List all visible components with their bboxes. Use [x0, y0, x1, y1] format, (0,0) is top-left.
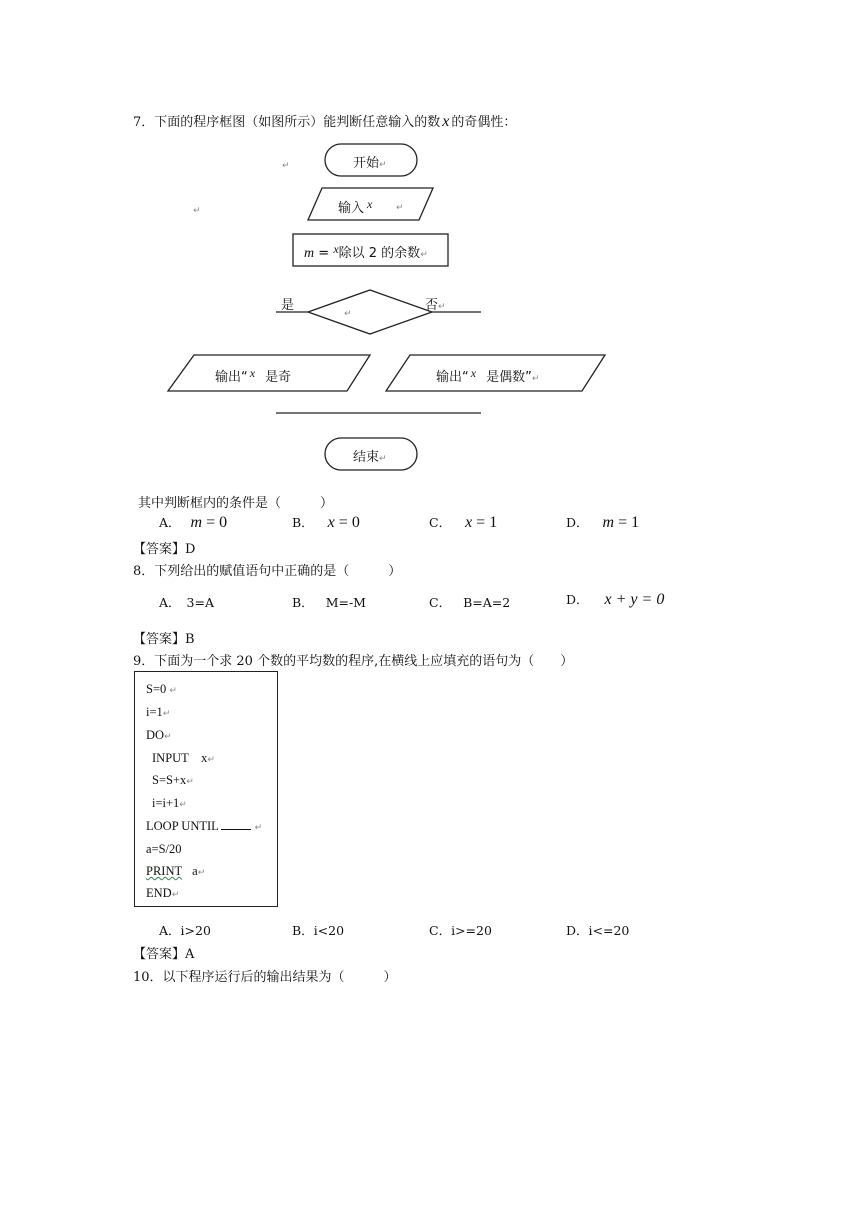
output-even-label: [436, 366, 539, 385]
code-text: LOOP UNTIL: [146, 819, 219, 833]
q8-stem: 8．下列给出的赋值语句中正确的是（ ）: [133, 564, 402, 579]
option-eq: =: [206, 514, 216, 531]
option-label: C．: [429, 595, 452, 610]
option-val: 1: [489, 514, 498, 531]
option-text: M=-M: [325, 595, 366, 610]
process-text: 除以 2 的余数: [338, 246, 421, 261]
option-var: m: [190, 514, 203, 531]
option-label: C．: [429, 923, 452, 938]
option-var: x: [465, 514, 473, 531]
q7-stem-text: 7．下面的程序框图（如图所示）能判断任意输入的数: [133, 115, 441, 130]
option-label: D．: [566, 515, 589, 530]
return-mark: ↵: [164, 732, 172, 742]
code-line: [146, 705, 170, 720]
option-text: i<=20: [588, 923, 630, 938]
option-label: D．: [566, 923, 589, 938]
program-code-box: [134, 671, 278, 907]
option-text: i>20: [180, 923, 211, 938]
output-odd-prefix: 输出“: [215, 370, 248, 385]
q7-stem-var: x: [442, 113, 450, 130]
return-mark: ↵: [396, 203, 404, 213]
option-label: A．: [159, 515, 181, 530]
return-mark: ↵: [207, 755, 215, 765]
q7-option-c[interactable]: [429, 513, 497, 532]
option-val: 0: [351, 514, 360, 531]
output-odd-text: 是奇: [265, 370, 292, 385]
return-mark: ↵: [197, 868, 206, 878]
answer-value: D: [185, 542, 196, 557]
return-mark: ↵: [169, 686, 177, 696]
answer-tag: 【答案】: [133, 632, 186, 647]
return-mark: ↵: [193, 206, 201, 216]
code-line: [146, 864, 205, 879]
code-line: [152, 773, 194, 788]
option-text: B=A=2: [463, 595, 511, 610]
q8-option-a[interactable]: [159, 593, 214, 611]
process-var-x: x: [333, 242, 339, 256]
decision-diamond: [308, 290, 432, 334]
answer-value: B: [185, 632, 195, 647]
output-odd-var: x: [249, 366, 256, 380]
option-eq: =: [476, 514, 486, 531]
code-text: i=1: [146, 705, 163, 719]
flowchart: [0, 0, 860, 480]
output-even-var: x: [470, 366, 477, 380]
input-text: 输入: [338, 201, 365, 216]
code-text: a=S/20: [146, 842, 182, 856]
q7-stem-end: 的奇偶性：: [451, 115, 517, 130]
option-var: m: [602, 514, 615, 531]
answer-tag: 【答案】: [133, 947, 186, 962]
option-var: x: [327, 514, 335, 531]
process-eq: =: [318, 246, 330, 261]
code-text: S=S+x: [152, 773, 187, 787]
q8-option-b[interactable]: [292, 593, 366, 611]
code-text: INPUT x: [152, 751, 208, 765]
q7-option-a[interactable]: [159, 513, 227, 532]
answer-value: A: [185, 947, 195, 962]
code-text: i=i+1: [152, 796, 180, 810]
output-even-text: 是偶数”: [486, 370, 532, 385]
q9-option-d[interactable]: [566, 921, 629, 939]
option-val: 1: [631, 514, 640, 531]
output-even-prefix: 输出“: [436, 370, 469, 385]
q9-option-c[interactable]: [429, 921, 492, 939]
q7-condition: 其中判断框内的条件是（ ）: [138, 496, 334, 511]
q10-stem: 10．以下程序运行后的输出结果为（ ）: [133, 970, 397, 985]
process-var-m: m: [304, 246, 315, 261]
q8-option-c[interactable]: [429, 593, 510, 611]
return-mark: ↵: [171, 890, 180, 900]
code-text: PRINT: [146, 864, 183, 878]
code-line: [146, 819, 262, 834]
option-label: B．: [292, 515, 314, 530]
option-label: A．: [159, 595, 181, 610]
q8-option-d[interactable]: [566, 590, 664, 609]
option-label: A．: [159, 923, 181, 938]
end-label: [353, 446, 387, 465]
code-line: [146, 728, 172, 743]
q8-answer: [133, 628, 195, 647]
option-label: B．: [292, 595, 314, 610]
return-mark: ↵: [254, 823, 263, 833]
code-text: a: [192, 864, 198, 878]
return-mark: ↵: [379, 160, 387, 170]
code-line: [152, 751, 215, 766]
return-mark: ↵: [379, 454, 387, 464]
option-eq: =: [338, 514, 348, 531]
code-text: S=0: [146, 682, 167, 696]
q9-stem: 9．下面为一个求 20 个数的平均数的程序,在横线上应填充的语句为（ ）: [133, 654, 574, 669]
code-line: [146, 842, 182, 857]
input-label: [338, 197, 372, 216]
no-text: 否: [425, 298, 439, 313]
code-line: [146, 886, 179, 901]
fill-blank[interactable]: [221, 819, 251, 830]
code-text: END: [146, 886, 172, 900]
q9-answer: [133, 943, 194, 962]
option-label: C．: [429, 515, 452, 530]
option-label: D．: [566, 592, 589, 607]
q9-option-a[interactable]: [159, 921, 211, 939]
q7-option-b[interactable]: [292, 513, 360, 532]
return-mark: ↵: [438, 302, 446, 312]
yes-label: 是: [281, 298, 295, 313]
code-line: [146, 682, 177, 697]
q7-option-d[interactable]: [566, 513, 639, 532]
option-text: i<20: [313, 923, 345, 938]
q9-option-b[interactable]: [292, 921, 344, 939]
return-mark: ↵: [162, 709, 171, 719]
return-mark: ↵: [531, 374, 540, 384]
return-mark: ↵: [186, 777, 194, 787]
end-text: 结束: [353, 450, 380, 465]
start-label: [353, 152, 387, 171]
option-eq: =: [618, 514, 628, 531]
q7-answer: [133, 538, 195, 557]
input-var: x: [367, 197, 373, 211]
return-mark: ↵: [420, 250, 428, 260]
no-label: [425, 294, 446, 313]
answer-tag: 【答案】: [133, 542, 186, 557]
process-label: [304, 242, 428, 262]
option-text: x + y = 0: [604, 591, 665, 608]
option-text: 3=A: [186, 595, 214, 610]
return-mark: ↵: [344, 309, 352, 319]
code-line: [152, 796, 187, 811]
option-text: i>=20: [451, 923, 492, 938]
option-label: B．: [292, 923, 314, 938]
option-val: 0: [219, 514, 228, 531]
return-mark: ↵: [282, 161, 290, 171]
start-text: 开始: [353, 156, 380, 171]
output-odd-label: [215, 366, 291, 385]
code-text: DO: [146, 728, 165, 742]
return-mark: ↵: [179, 800, 187, 810]
